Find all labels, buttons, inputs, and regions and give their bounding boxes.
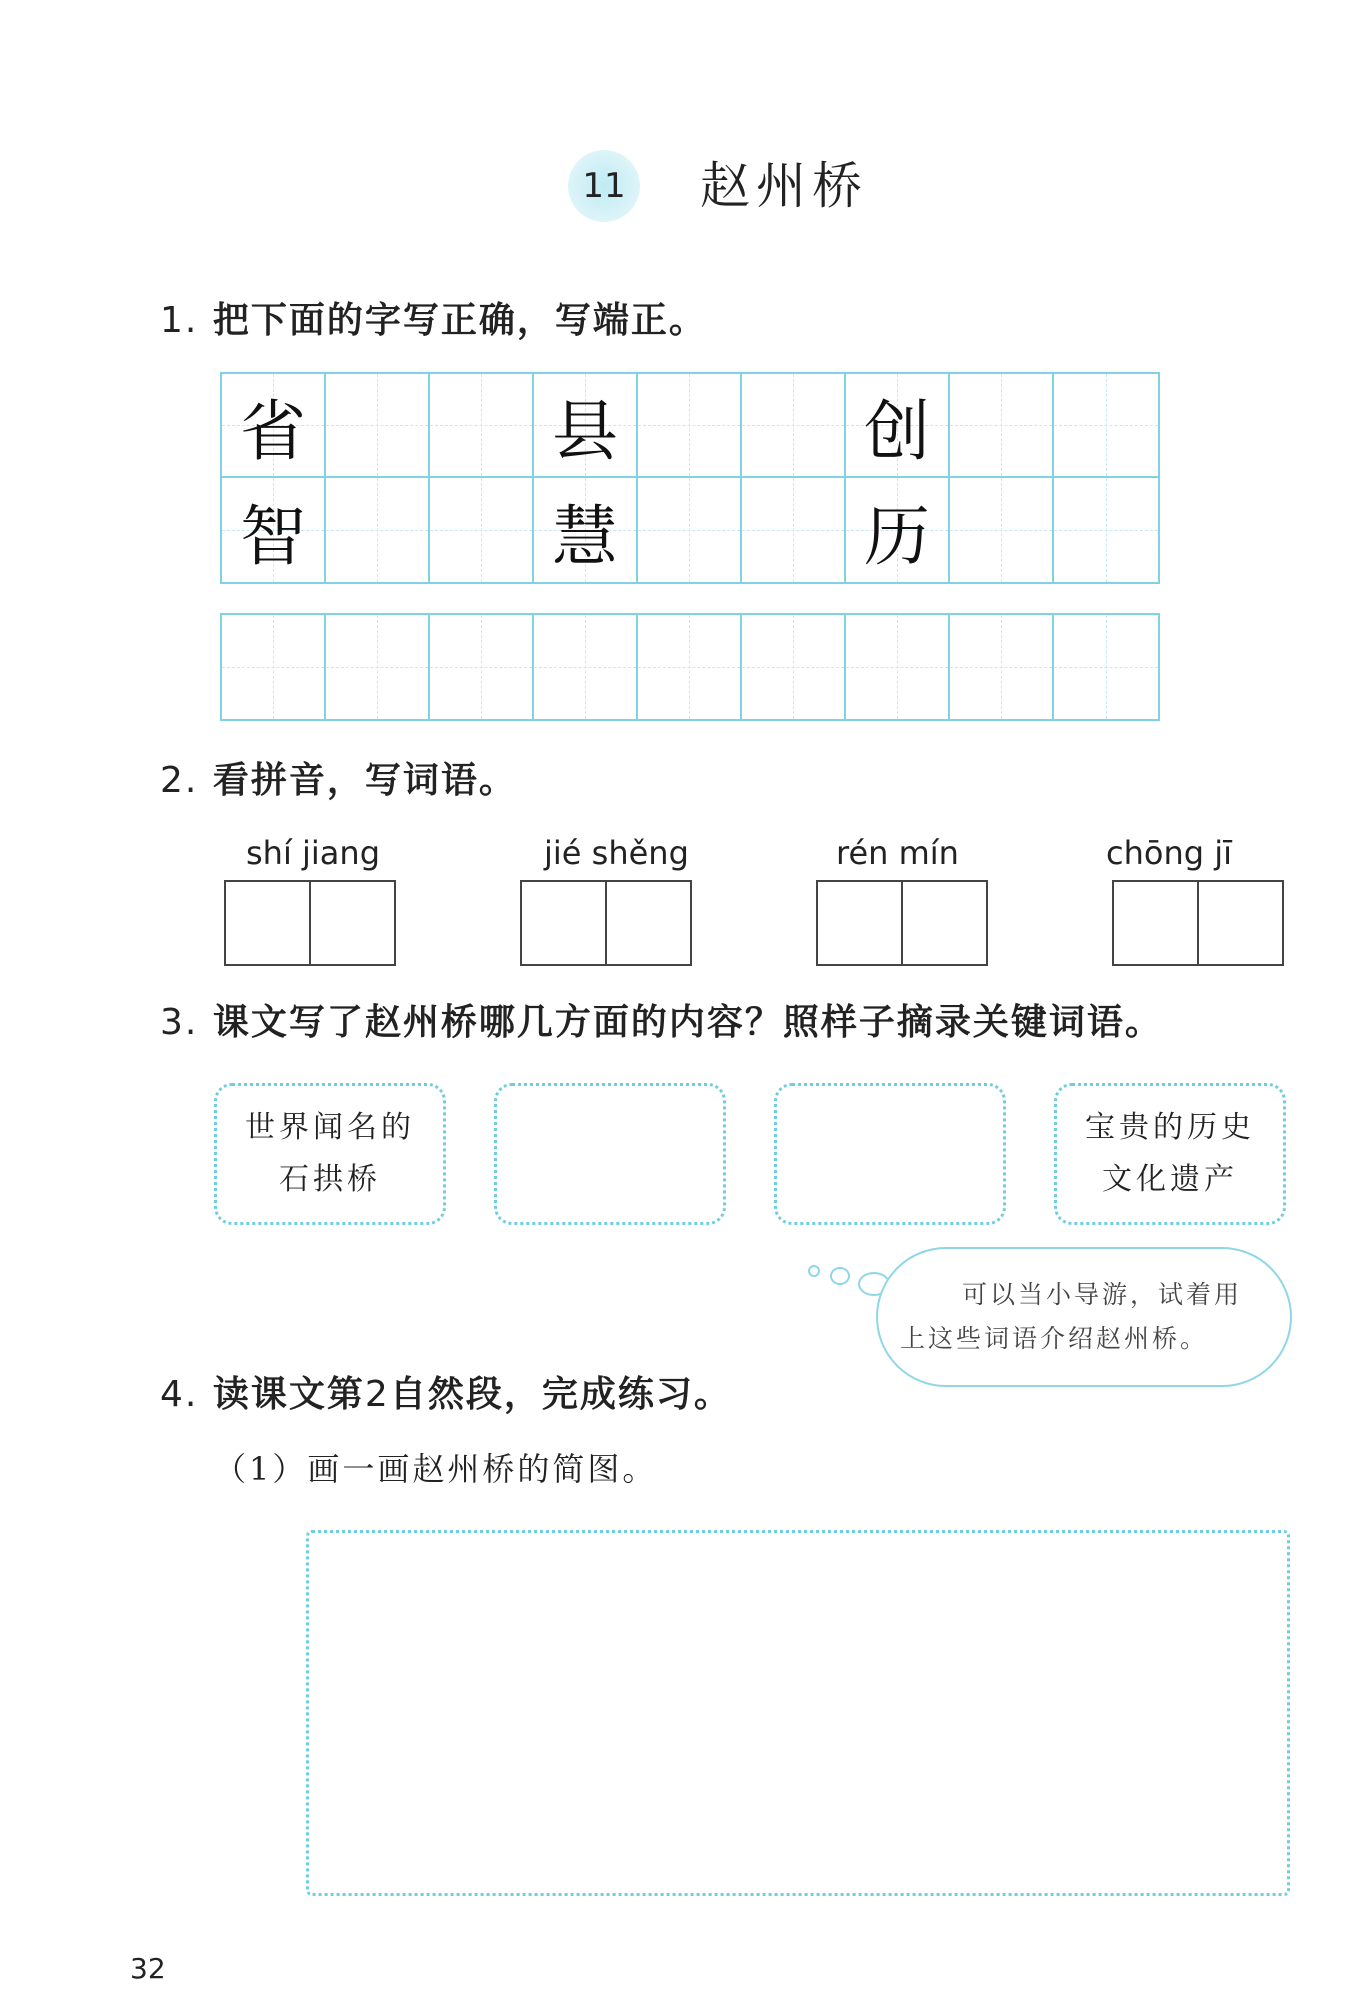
q2-number: 2. (160, 760, 199, 801)
grid-char: 县 (552, 392, 618, 470)
grid-cell[interactable] (222, 615, 326, 719)
q2-title: 看拼音，写词语。 (212, 759, 517, 801)
grid-cell[interactable] (742, 615, 846, 719)
q2-heading (160, 756, 517, 805)
pinyin-label: rén mín (836, 834, 959, 872)
keyword-card-blank[interactable] (774, 1083, 1006, 1225)
q3-number: 3. (160, 1002, 199, 1043)
grid-cell[interactable] (1054, 374, 1158, 478)
grid-char: 智 (240, 497, 306, 575)
grid-char: 省 (240, 392, 306, 470)
answer-box-pair[interactable] (1112, 880, 1284, 966)
q4-sub1: （1）画一画赵州桥的简图。 (214, 1450, 658, 1488)
answer-box[interactable] (522, 882, 607, 964)
thought-bubble-dot (808, 1265, 820, 1277)
tip-cloud (876, 1247, 1292, 1387)
grid-cell[interactable] (222, 478, 326, 582)
grid-cell[interactable] (326, 478, 430, 582)
thought-bubble-dot (830, 1267, 850, 1285)
grid-cell[interactable] (534, 374, 638, 478)
grid-cell[interactable] (846, 374, 950, 478)
tip-line: 上这些词语介绍赵州桥。 (900, 1324, 1209, 1353)
keyword-card-blank[interactable] (494, 1083, 726, 1225)
q4-title-num: 2 (364, 1374, 390, 1415)
q4-heading (160, 1370, 732, 1419)
keyword-card (1054, 1083, 1286, 1225)
lesson-number-badge (568, 150, 640, 222)
grid-cell[interactable] (638, 374, 742, 478)
q1-practice-grid (220, 613, 1160, 721)
grid-cell[interactable] (534, 615, 638, 719)
answer-box[interactable] (1199, 882, 1282, 964)
card-line: 宝贵的历史 (1085, 1110, 1255, 1145)
grid-cell[interactable] (326, 374, 430, 478)
grid-cell[interactable] (638, 478, 742, 582)
q3-title: 课文写了赵州桥哪几方面的内容？照样子摘录关键词语。 (212, 1001, 1163, 1043)
answer-box-pair[interactable] (520, 880, 692, 966)
grid-cell[interactable] (950, 374, 1054, 478)
grid-cell[interactable] (222, 374, 326, 478)
answer-box-pair[interactable] (224, 880, 396, 966)
page-number: 32 (130, 1952, 166, 1985)
grid-cell[interactable] (846, 615, 950, 719)
q3-heading (160, 998, 1163, 1047)
lesson-number: 11 (582, 166, 626, 206)
grid-cell[interactable] (326, 615, 430, 719)
answer-box[interactable] (1114, 882, 1199, 964)
grid-cell[interactable] (430, 374, 534, 478)
grid-cell[interactable] (950, 615, 1054, 719)
grid-char: 创 (864, 392, 930, 470)
card-line: 世界闻名的 (245, 1110, 415, 1145)
answer-box[interactable] (903, 882, 986, 964)
drawing-area[interactable] (306, 1530, 1290, 1896)
card-line: 文化遗产 (1102, 1162, 1238, 1197)
q4-number: 4. (160, 1374, 199, 1415)
q1-heading (160, 296, 707, 345)
answer-box[interactable] (311, 882, 394, 964)
q1-title: 把下面的字写正确，写端正。 (212, 299, 707, 341)
answer-box-pair[interactable] (816, 880, 988, 966)
q4-title-pre: 读课文第 (212, 1373, 365, 1415)
grid-cell[interactable] (950, 478, 1054, 582)
pinyin-label: shí jiang (246, 834, 380, 872)
card-line: 石拱桥 (279, 1162, 381, 1197)
grid-cell[interactable] (1054, 478, 1158, 582)
grid-char: 历 (864, 497, 930, 575)
grid-cell[interactable] (1054, 615, 1158, 719)
q1-number: 1. (160, 300, 199, 341)
pinyin-label: jié shěng (544, 834, 689, 872)
keyword-card (214, 1083, 446, 1225)
q1-writing-grid (220, 372, 1160, 584)
q4-title-post: 自然段，完成练习。 (389, 1373, 732, 1415)
answer-box[interactable] (607, 882, 690, 964)
answer-box[interactable] (818, 882, 903, 964)
grid-char: 慧 (552, 497, 618, 575)
pinyin-label: chōng jī (1106, 834, 1232, 872)
grid-cell[interactable] (846, 478, 950, 582)
grid-cell[interactable] (742, 374, 846, 478)
grid-cell[interactable] (742, 478, 846, 582)
grid-cell[interactable] (430, 615, 534, 719)
grid-cell[interactable] (638, 615, 742, 719)
tip-line: 可以当小导游，试着用 (962, 1280, 1243, 1309)
lesson-title: 赵州桥 (700, 157, 868, 215)
answer-box[interactable] (226, 882, 311, 964)
grid-cell[interactable] (534, 478, 638, 582)
grid-cell[interactable] (430, 478, 534, 582)
